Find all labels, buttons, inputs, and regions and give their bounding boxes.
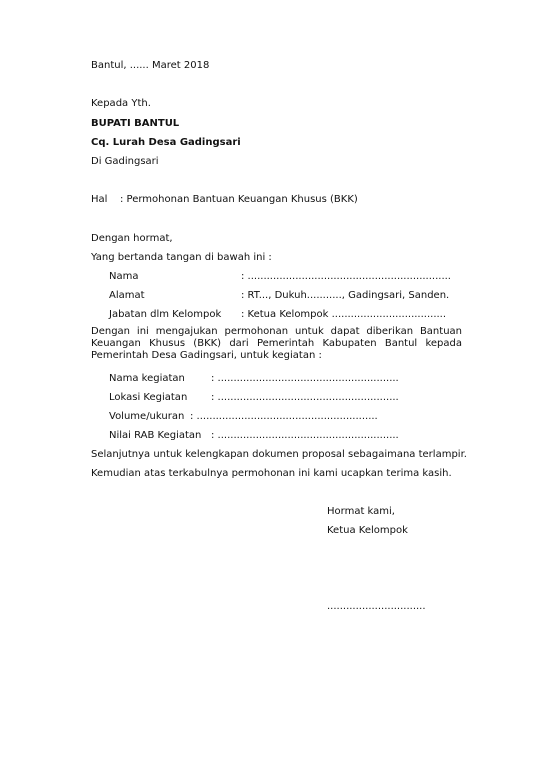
signer-field-label: Jabatan dlm Kelompok [109, 309, 222, 320]
subject-label: Hal [91, 194, 108, 205]
signature-name-line: ............................... [327, 601, 426, 612]
activity-field-value: : ......................................................... [211, 392, 399, 403]
attachment-note: Selanjutnya untuk kelengkapan dokumen proposal sebagaimana terlampir. [91, 449, 467, 460]
recipient-cq: Cq. Lurah Desa Gadingsari [91, 137, 241, 148]
recipient-title: BUPATI BANTUL [91, 118, 180, 129]
subject-value: : Permohonan Bantuan Keuangan Khusus (BKK) [120, 194, 358, 205]
signature-regards: Hormat kami, [327, 506, 395, 517]
request-paragraph: Dengan ini mengajukan permohonan untuk dapat diberikan Bantuan Keuangan Khusus (BKK) dari Pemerintah Kabupaten Bantul kepada Pemerintah Desa Gadingsari, untuk kegiatan : [91, 326, 462, 361]
signer-field-label: Alamat [109, 290, 145, 301]
signature-position: Ketua Kelompok [327, 525, 408, 536]
activity-field-value: : ......................................................... [211, 430, 399, 441]
signer-field-label: Nama [109, 271, 139, 282]
date-line: Bantul, ...... Maret 2018 [91, 60, 210, 71]
activity-field-label: Volume/ukuran [109, 411, 185, 422]
activity-field-label: Nilai RAB Kegiatan [109, 430, 202, 441]
activity-field-label: Lokasi Kegiatan [109, 392, 188, 403]
intro-line: Yang bertanda tangan di bawah ini : [91, 252, 272, 263]
greeting: Dengan hormat, [91, 233, 173, 244]
activity-field-label: Nama kegiatan [109, 373, 185, 384]
signer-field-value: : Ketua Kelompok .................................... [241, 309, 447, 320]
signer-field-value: : RT..., Dukuh..........., Gadingsari, Sanden. [241, 290, 450, 301]
recipient-location: Di Gadingsari [91, 156, 159, 167]
signer-field-value: : ................................................................ [241, 271, 451, 282]
recipient-salutation: Kepada Yth. [91, 98, 151, 109]
activity-field-value: : ......................................................... [211, 373, 399, 384]
closing-note: Kemudian atas terkabulnya permohonan ini kami ucapkan terima kasih. [91, 468, 452, 479]
activity-field-value: : ......................................................... [190, 411, 378, 422]
